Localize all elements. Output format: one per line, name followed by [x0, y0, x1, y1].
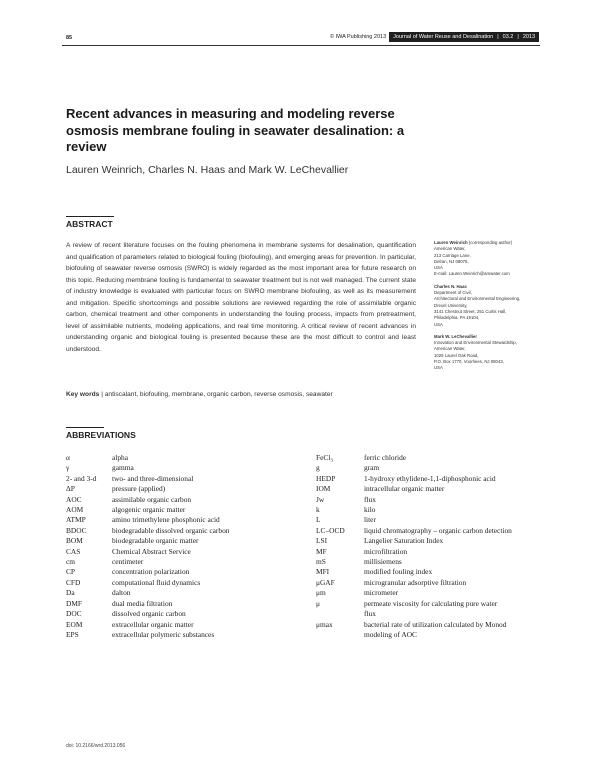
abbreviation-row	[66, 536, 316, 546]
abbreviation-definition: bacterial rate of utilization calculated by Monod	[364, 619, 507, 629]
abbreviation-term: DMF	[66, 598, 83, 608]
doi: doi: 10.2166/wrd.2013.056	[66, 743, 126, 749]
abbreviation-term: DOC	[66, 609, 82, 619]
affiliation-line: E-mail: Lauren.Weinrich@amwater.com	[434, 271, 510, 277]
abbreviation-definition: pressure (applied)	[112, 484, 166, 494]
abbreviation-row	[316, 630, 546, 640]
abbreviation-definition: flux	[364, 494, 376, 504]
abbreviation-row	[316, 484, 546, 494]
abbreviation-row	[66, 630, 316, 640]
abbreviation-term: BDOC	[66, 525, 87, 535]
affiliation-line: 213 Carriage Lane,	[434, 252, 471, 258]
abbreviation-term: L	[316, 515, 321, 525]
journal-year: 2013	[522, 34, 536, 40]
abbreviation-row	[316, 495, 546, 505]
abbreviation-row	[316, 588, 546, 598]
abstract-rule	[66, 216, 114, 217]
keywords-list: | antiscalant, biofouling, membrane, organic carbon, reverse osmosis, seawater	[101, 391, 333, 398]
abbreviation-definition: biodegradable organic matter	[112, 536, 199, 546]
abbreviation-definition: alpha	[112, 453, 129, 462]
abbreviation-row	[66, 547, 316, 557]
abbreviation-definition: assimilable organic carbon	[112, 494, 192, 504]
affiliation-line: Delran, NJ 08075,	[434, 258, 469, 264]
abbreviation-definition: gram	[364, 463, 380, 473]
abbreviation-row	[316, 557, 546, 567]
abbreviation-definition: two- and three-dimensional	[112, 473, 194, 483]
abbreviation-row	[316, 620, 546, 630]
abbreviation-definition: modeling of AOC	[364, 629, 417, 639]
abbreviation-term: CP	[66, 567, 76, 577]
abbreviation-term	[316, 609, 364, 619]
abbreviation-definition: 1-hydroxy ethylidene-1,1-diphosphonic acid	[364, 473, 496, 483]
abbreviation-row	[66, 599, 316, 609]
abbreviation-row	[316, 505, 546, 515]
abbreviation-term: μm	[316, 588, 326, 598]
abbreviation-term: ΔP	[66, 484, 75, 494]
affiliation-block	[434, 240, 544, 278]
abbreviation-definition: Chemical Abstract Service	[112, 546, 191, 556]
abbreviation-definition: liquid chromatography – organic carbon detection	[364, 525, 512, 535]
journal-issue: 03.2	[502, 34, 514, 40]
abbreviation-term: g	[316, 463, 320, 473]
abstract-text: A review of recent literature focuses on the fouling phenomena in membrane systems for desalination, quantification and qualification of parameters related to biological fouling (biofouling), and emerging areas for prevention. In particular, biofouling of seawater reverse osmosis (SWRO) is widely regarded as the most important area for future research on this topic. Reducing membrane fouling is fundamental to seawater treatment but is not well managed. The current state of industry knowledge is evaluated with particular focus on SWRO membrane biofouling, as well as its measurement and mitigation. Specific shortcomings and possible solutions are reviewed regarding the role of assimilable organic carbon, chemical treatment and other components in understanding the fouling process, impacts from pretreatment, level of assimilable nutrients, modeling applications, and real time monitoring. A critical review of recent advances in understanding organic and biological fouling is presented because these are the most difficult to control and least understood.	[66, 242, 416, 353]
abbreviation-row	[316, 536, 546, 546]
affiliation-author-name: Mark W. LeChevallier	[434, 333, 477, 339]
abbreviation-definition: extracellular polymeric substances	[112, 629, 215, 639]
abbreviation-term: HEDP	[316, 473, 336, 483]
abbreviation-definition: ferric chloride	[364, 453, 407, 462]
abbreviation-definition: microfiltration	[364, 546, 408, 556]
abbreviation-term: α	[66, 453, 70, 462]
abbreviation-term: μmax	[316, 619, 333, 629]
abbreviation-term: LSI	[316, 536, 328, 546]
abbreviation-row	[66, 463, 316, 473]
abbreviation-definition: dissolved organic carbon	[112, 609, 186, 619]
abbreviation-row	[66, 484, 316, 494]
abstract-body	[66, 240, 416, 355]
abbreviation-row	[316, 526, 546, 536]
header-divider	[62, 45, 540, 46]
abbreviation-definition: amino trimethylene phosphonic acid	[112, 515, 220, 525]
abbreviation-term: CAS	[66, 546, 81, 556]
abbreviation-term: mS	[316, 557, 326, 567]
affiliation-author-name: Lauren Weinrich	[434, 240, 468, 245]
affiliation-line: USA	[434, 365, 443, 371]
affiliation-line: American Water,	[434, 346, 466, 352]
abbreviation-term: γ	[66, 463, 70, 473]
abbreviations-column-right	[316, 453, 546, 640]
affiliation-line: 1025 Laurel Oak Road,	[434, 352, 479, 358]
abbreviation-definition: flux	[364, 609, 376, 619]
affiliation-line: Philadelphia, PA 19104,	[434, 315, 480, 321]
header-separator: |	[517, 34, 519, 40]
abbreviation-definition: centimeter	[112, 557, 144, 567]
affiliation-line: 3141 Chestnut Street, 251 Curtis Hall,	[434, 308, 507, 314]
abbreviation-definition: dual media filtration	[112, 598, 173, 608]
abbreviation-definition: modified fouling index	[364, 567, 433, 577]
abbreviation-term: Jw	[316, 494, 325, 504]
abbreviation-definition: algogenic organic matter	[112, 505, 186, 515]
abbreviation-term: MF	[316, 546, 327, 556]
abbreviation-term: AOM	[66, 505, 84, 515]
journal-band	[389, 32, 539, 42]
abbreviation-row	[66, 620, 316, 630]
abbreviation-row	[66, 588, 316, 598]
running-header	[330, 32, 539, 42]
affiliation-line: Department of Civil,	[434, 290, 472, 296]
affiliation-line: Architectural and Environmental Engineering,	[434, 296, 521, 302]
abbreviation-row	[66, 505, 316, 515]
abbreviation-term: μ	[316, 598, 320, 608]
abbreviation-row	[316, 609, 546, 619]
abbreviation-row	[66, 557, 316, 567]
affiliation-note: (corresponding author)	[467, 240, 513, 245]
abbreviation-definition: permeate viscosity for calculating pure water	[364, 598, 498, 608]
abbreviation-row	[66, 567, 316, 577]
copyright-notice: © IWA Publishing 2013	[330, 34, 387, 40]
abbreviation-row	[316, 578, 546, 588]
abbreviation-term: μGAF	[316, 577, 335, 587]
abbreviation-term: BOM	[66, 536, 83, 546]
abbreviation-definition: liter	[364, 515, 376, 525]
abbreviation-definition: kilo	[364, 505, 376, 515]
abbreviation-term: k	[316, 505, 320, 515]
abbreviation-definition: microgranular adsorptive filtration	[364, 577, 467, 587]
affiliation-line: USA	[434, 265, 443, 271]
affiliation-block	[434, 334, 544, 372]
affiliation-line: P.O. Box 1770, Voorhees, NJ 08043,	[434, 359, 504, 365]
abbreviation-row	[66, 526, 316, 536]
abbreviation-term: FeCl₃	[316, 453, 333, 462]
abbreviation-row	[316, 567, 546, 577]
header-separator: |	[497, 34, 499, 40]
abbreviation-row	[316, 515, 546, 525]
abbreviation-term: EPS	[66, 629, 79, 639]
abbreviation-definition: micrometer	[364, 588, 399, 598]
abbreviation-definition: computational fluid dynamics	[112, 577, 201, 587]
abbreviation-definition: concentration polarization	[112, 567, 190, 577]
abbreviation-row	[316, 599, 546, 609]
abbreviations-rule	[66, 427, 104, 428]
abbreviation-row	[66, 609, 316, 619]
abbreviations-heading: ABBREVIATIONS	[66, 430, 136, 440]
abstract-heading: ABSTRACT	[66, 219, 113, 229]
abbreviation-term: ATMP	[66, 515, 86, 525]
abbreviation-row	[66, 453, 316, 463]
abbreviation-term: IOM	[316, 484, 331, 494]
journal-name: Journal of Water Reuse and Desalination	[393, 34, 494, 40]
affiliation-block	[434, 284, 544, 328]
author-list: Lauren Weinrich, Charles N. Haas and Mark W. LeChevallier	[66, 164, 349, 176]
author-affiliations	[434, 240, 544, 378]
abbreviation-definition: gamma	[112, 463, 134, 473]
abbreviation-term: MFI	[316, 567, 330, 577]
abbreviation-row	[66, 495, 316, 505]
article-title: Recent advances in measuring and modeling reverse osmosis membrane fouling in seawater desalination: a review	[66, 106, 405, 154]
abbreviation-definition: Langelier Saturation Index	[364, 536, 444, 546]
affiliation-line: USA	[434, 321, 443, 327]
affiliation-line: Drexel University,	[434, 302, 468, 308]
affiliation-line: Innovation and Environmental Stewardship,	[434, 340, 517, 346]
abbreviation-definition: dalton	[112, 588, 131, 598]
affiliation-line: American Water,	[434, 246, 466, 252]
abbreviation-row	[316, 453, 546, 463]
keywords-label: Key words	[66, 391, 100, 398]
abbreviation-row	[66, 578, 316, 588]
abbreviations-column-left	[66, 453, 316, 640]
keywords	[66, 391, 416, 398]
abbreviation-row	[66, 515, 316, 525]
abbreviation-term: EOM	[66, 619, 83, 629]
abbreviation-row	[66, 474, 316, 484]
abbreviation-term	[316, 630, 364, 640]
abbreviation-definition: intracellular organic matter	[364, 484, 445, 494]
abbreviation-term: AOC	[66, 494, 82, 504]
abbreviation-row	[316, 463, 546, 473]
abbreviation-definition: biodegradable dissolved organic carbon	[112, 525, 230, 535]
abbreviation-term: LC–OCD	[316, 525, 345, 535]
abbreviation-term: cm	[66, 557, 76, 567]
abbreviation-term: Da	[66, 588, 75, 598]
abbreviation-definition: extracellular organic matter	[112, 619, 194, 629]
page-number: 85	[66, 35, 73, 41]
abbreviation-row	[316, 474, 546, 484]
abbreviation-term: 2- and 3-d	[66, 473, 97, 483]
abbreviation-term: CFD	[66, 577, 81, 587]
affiliation-author-name: Charles N. Haas	[434, 283, 467, 289]
abbreviation-row	[316, 547, 546, 557]
abbreviation-definition: millisiemens	[364, 557, 402, 567]
